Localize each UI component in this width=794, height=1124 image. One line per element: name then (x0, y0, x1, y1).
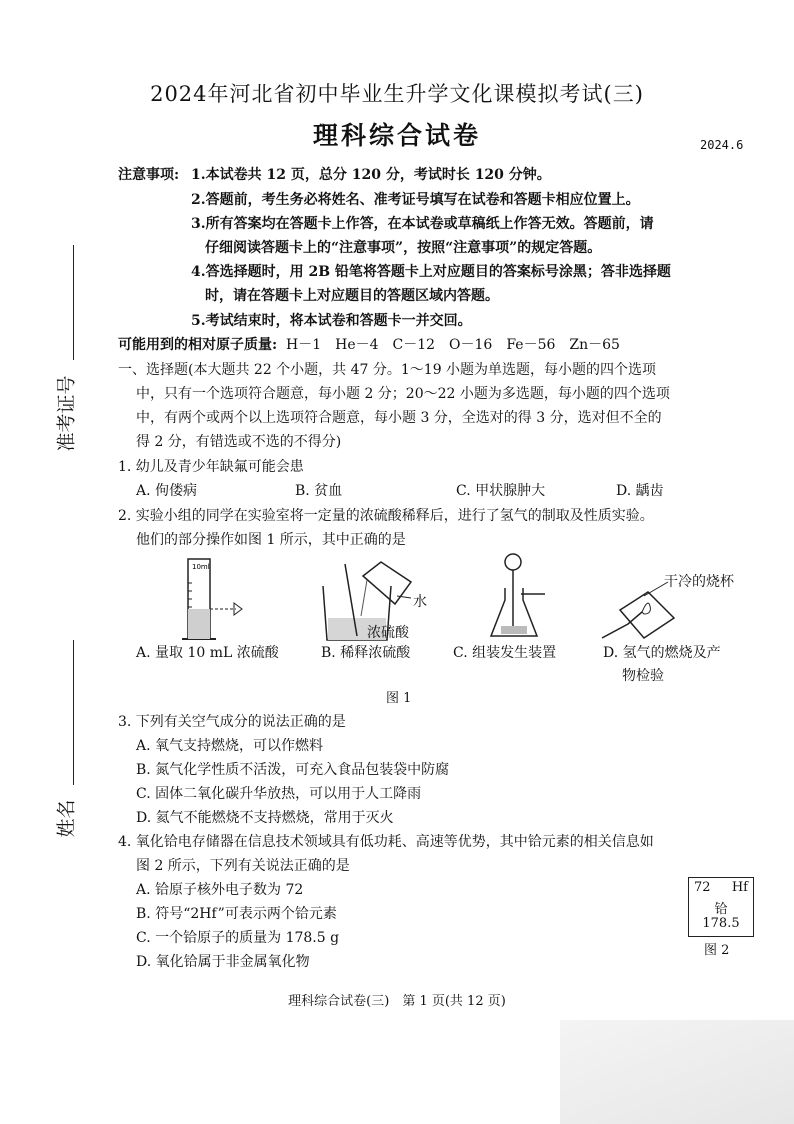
side-name-label: 姓名 (55, 799, 78, 838)
element-number: 72 (694, 880, 711, 895)
q4-option-d: D. 氧化铪属于非金属氧化物 (136, 954, 310, 970)
cylinder-mark: 10ml (192, 563, 210, 571)
q3-option-a: A. 氧气支持燃烧，可以作燃料 (136, 738, 324, 754)
side-id-line (73, 245, 74, 360)
side-name-line (73, 640, 74, 785)
scan-shadow (560, 1020, 794, 1124)
cylinder-liquid (188, 609, 210, 639)
funnel-bulb (505, 554, 521, 570)
q3-option-d: D. 氦气不能燃烧不支持燃烧，常用于灭火 (136, 810, 394, 826)
q4-option-c: C. 一个铪原子的质量为 178.5 g (136, 930, 340, 946)
fig-label-water: 水 (413, 594, 427, 610)
q1-option-c: C. 甲状腺肿大 (456, 483, 546, 499)
notes-label: 注意事项: (118, 167, 180, 183)
q4-option-a: A. 铪原子核外电子数为 72 (136, 882, 304, 898)
figure-2-caption: 图 2 (704, 943, 730, 958)
pouring-beaker (363, 562, 411, 604)
q1-option-a: A. 佝偻病 (136, 483, 198, 499)
q3-option-b: B. 氮气化学性质不活泼，可充入食品包装袋中防腐 (136, 762, 450, 778)
section1-line-2: 中，只有一个选项符合题意，每小题 2 分；20～22 小题为多选题，每小题的四个选项 (136, 386, 670, 402)
q2-option-d-line-1: D. 氢气的燃烧及产 (603, 645, 721, 661)
q2-stem-line-1: 2. 实验小组的同学在实验室将一定量的浓硫酸稀释后，进行了氢气的制取及性质实验。 (118, 508, 654, 524)
q2-option-a: A. 量取 10 mL 浓硫酸 (136, 645, 279, 661)
q2-option-d-line-2: 物检验 (622, 668, 664, 684)
fig-label-beaker: 干冷的烧杯 (664, 574, 734, 590)
q2-option-c: C. 组装发生装置 (453, 645, 557, 661)
beaker-leader-line (640, 580, 670, 600)
atomic-mass-label: 可能用到的相对原子质量: (118, 337, 278, 353)
element-symbol: Hf (731, 880, 748, 895)
flame (642, 603, 650, 614)
graduated-cylinder-figure (170, 555, 260, 645)
note-line-5: 4.答选择题时，用 2B 铅笔将答题卡上对应题目的答案标号涂黑；答非选择题 (191, 264, 671, 280)
pour-stream (361, 580, 367, 616)
q4-stem-line-1: 4. 氧化铪电存储器在信息技术领域具有低功耗、高速等优势，其中铪元素的相关信息如 (118, 834, 654, 850)
q1-option-d: D. 龋齿 (616, 483, 664, 499)
figure-1-caption: 图 1 (386, 691, 412, 706)
note-line-2: 2.答题前，考生务必将姓名、准考证号填写在试卷和答题卡相应位置上。 (191, 192, 640, 208)
exam-subtitle: 理科综合试卷 (312, 121, 481, 150)
note-line-4: 仔细阅读答题卡上的“注意事项”，按照“注意事项”的规定答题。 (205, 240, 602, 256)
q3-stem: 3. 下列有关空气成分的说法正确的是 (118, 714, 346, 730)
element-info-box (688, 877, 754, 937)
q1-option-b: B. 贫血 (295, 483, 343, 499)
note-line-7: 5.考试结束时，将本试卷和答题卡一并交回。 (191, 313, 472, 329)
q1-stem: 1. 幼儿及青少年缺氟可能会患 (118, 459, 304, 475)
q2-stem-line-2: 他们的部分操作如图 1 所示，其中正确的是 (136, 532, 406, 548)
note-line-6: 时，请在答题卡上对应题目的答题区域内答题。 (205, 288, 499, 304)
atomic-mass-values: H－1 He－4 C－12 O－16 Fe－56 Zn－65 (286, 337, 620, 353)
generator-apparatus-figure (485, 550, 555, 645)
section1-line-1: 一、选择题(本大题共 22 个小题，共 47 分。1～19 小题为单选题，每小题的四个选项 (118, 362, 657, 378)
element-name: 铪 (714, 902, 728, 917)
q2-option-b: B. 稀释浓硫酸 (321, 645, 411, 661)
note-line-1: 1.本试卷共 12 页，总分 120 分，考试时长 120 分钟。 (191, 167, 551, 183)
q4-stem-line-2: 图 2 所示，下列有关说法正确的是 (136, 858, 350, 874)
element-mass: 178.5 (702, 916, 740, 931)
note-line-3: 3.所有答案均在答题卡上作答，在本试卷或草稿纸上作答无效。答题前，请 (191, 216, 654, 232)
q4-option-b: B. 符号“2Hf”可表示两个铪元素 (136, 906, 337, 922)
exam-date: 2024.6 (700, 138, 744, 152)
gas-tube (602, 612, 642, 638)
page-footer: 理科综合试卷(三) 第 1 页(共 12 页) (288, 994, 506, 1009)
section1-line-3: 中，有两个或两个以上选项符合题意，每小题 3 分，全选对的得 3 分，选对但不全的 (136, 410, 662, 426)
q3-option-c: C. 固体二氧化碳升华放热，可以用于人工降雨 (136, 786, 422, 802)
section1-line-4: 得 2 分，有错选或不选的不得分) (136, 434, 342, 450)
exam-title: 2024年河北省初中毕业生升学文化课模拟考试(三) (150, 82, 644, 106)
fig-label-acid: 浓硫酸 (367, 625, 409, 641)
zinc-granules (501, 626, 527, 634)
side-id-label: 准考证号 (55, 375, 78, 452)
